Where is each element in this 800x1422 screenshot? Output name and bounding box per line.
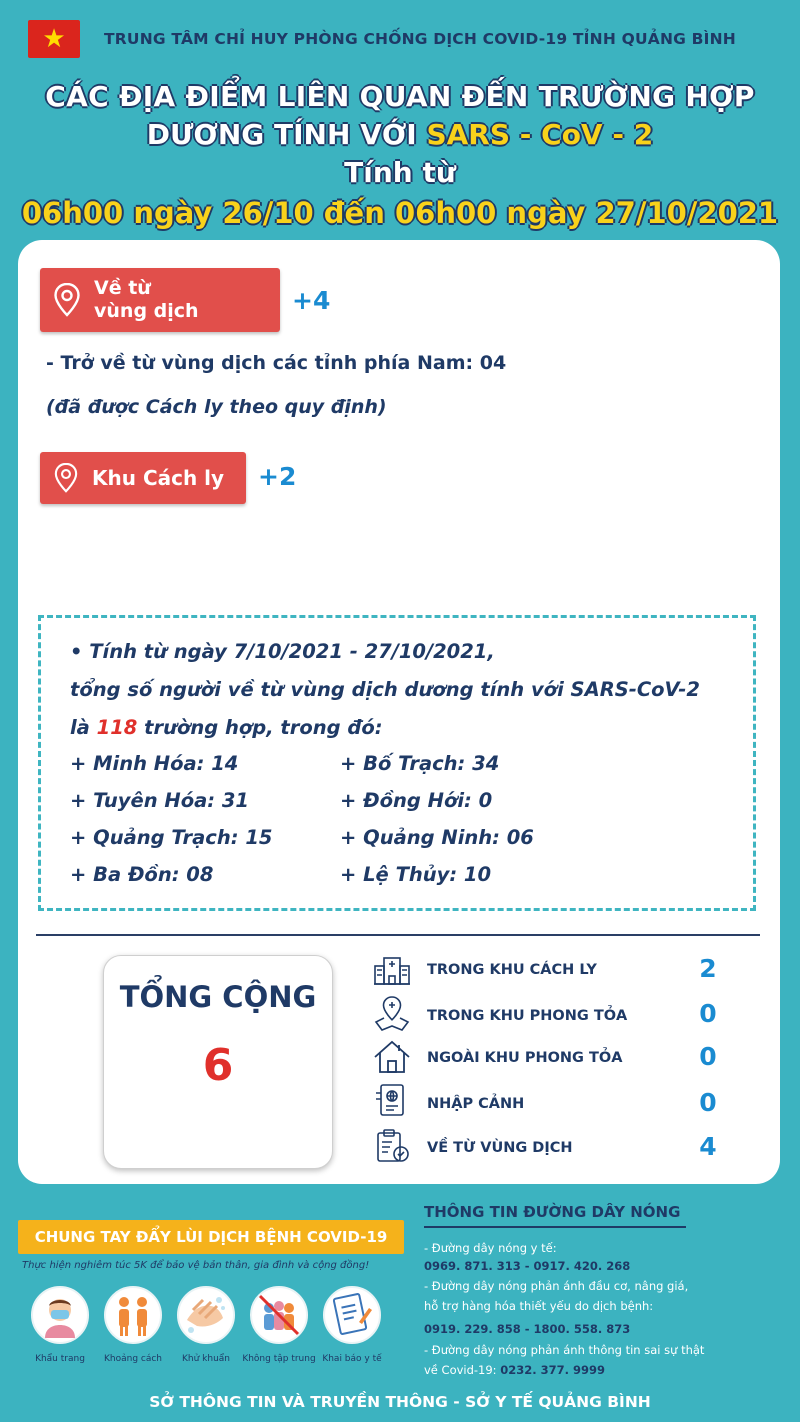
summary-line1: • Tính từ ngày 7/10/2021 - 27/10/2021, [70,640,495,663]
detail-line: - Trở về từ vùng dịch các tỉnh phía Nam: 04 [46,352,507,374]
page-title-line1: CÁC ĐỊA ĐIỂM LIÊN QUAN ĐẾN TRƯỜNG HỢP [45,80,755,113]
tag-label-line2: vùng dịch [94,300,199,322]
summary-total: 118 [96,716,138,739]
measure-label: Khai báo y tế [322,1354,382,1364]
district-item: + Đồng Hới: 0 [340,789,493,812]
total-value: 6 [202,1040,234,1091]
no-crowd-icon [250,1286,308,1344]
mask-icon [31,1286,89,1344]
stat-value: 0 [699,1088,717,1117]
district-item: + Quảng Trạch: 15 [70,826,273,849]
hotline-text: về Covid-19: [424,1363,501,1377]
slogan-subtitle: Thực hiện nghiêm túc 5K để bảo vệ bản thân, gia đình và cộng đồng! [22,1260,370,1271]
stat-label: VỀ TỪ VÙNG DỊCH [427,1140,573,1156]
detail-note: (đã được Cách ly theo quy định) [46,396,387,418]
tag-quarantine [40,452,246,504]
clipboard-icon [372,1126,412,1166]
summary-line2: tổng số người về từ vùng dịch dương tính với SARS-CoV-2 [70,678,700,701]
hotline-divider [424,1226,686,1228]
distance-icon [104,1286,162,1344]
stat-value: 0 [699,1042,717,1071]
hotline-title: THÔNG TIN ĐƯỜNG DÂY NÓNG [424,1203,681,1221]
stat-label: TRONG KHU CÁCH LY [427,962,597,978]
passport-icon [372,1081,412,1121]
hotline-text: hỗ trợ hàng hóa thiết yếu do dịch bệnh: [424,1299,654,1313]
house-icon [372,1037,412,1077]
handwash-icon [177,1286,235,1344]
hotline-text: - Đường dây nóng phản ánh thông tin sai sự thật [424,1343,705,1357]
summary-text: trường hợp, trong đó: [137,716,383,739]
tag-label-line1: Về từ [94,277,151,299]
hotline-numbers: 0919. 229. 858 - 1800. 558. 873 [424,1322,631,1336]
measure-label: Khẩu trang [35,1354,85,1364]
stat-value: 0 [699,999,717,1028]
measure-label: Khoảng cách [103,1354,163,1364]
district-item: + Bố Trạch: 34 [340,752,500,775]
organization-name: TRUNG TÂM CHỈ HUY PHÒNG CHỐNG DỊCH COVID-19 TỈNH QUẢNG BÌNH [104,30,736,48]
hotline-numbers: 0969. 871. 313 - 0917. 420. 268 [424,1259,631,1273]
tag-label: Khu Cách ly [92,466,225,490]
title-text: DƯƠNG TÍNH VỚI [146,118,427,151]
hotline-text: - Đường dây nóng phản ánh đầu cơ, nâng giá, [424,1279,689,1293]
location-pin-icon [54,463,78,493]
from-zone-delta: +4 [292,286,331,315]
tag-from-zone [40,268,280,332]
location-pin-icon [54,283,80,317]
stat-value: 2 [699,954,717,983]
virus-name: SARS - CoV - 2 [426,118,654,151]
total-label: TỔNG CỘNG [119,980,317,1014]
district-item: + Tuyên Hóa: 31 [70,789,250,812]
page-title-line2 [0,118,800,151]
date-range: 06h00 ngày 26/10 đến 06h00 ngày 27/10/2021 [21,196,779,230]
stat-label: TRONG KHU PHONG TỎA [427,1008,628,1024]
hotline-text: - Đường dây nóng y tế: [424,1241,557,1255]
measure-label: Khử khuẩn [181,1354,230,1364]
footer-credit: SỞ THÔNG TIN VÀ TRUYỀN THÔNG - SỞ Y TẾ QUẢNG BÌNH [149,1393,651,1411]
hotline-text [424,1363,605,1377]
stat-value: 4 [699,1132,717,1161]
summary-line3 [70,716,383,739]
health-declaration-icon [323,1286,381,1344]
quarantine-delta: +2 [258,462,297,491]
map-location-icon [372,994,412,1034]
measure-label: Không tập trung [242,1354,316,1364]
district-item: + Lệ Thủy: 10 [340,863,492,886]
district-item: + Minh Hóa: 14 [70,752,239,775]
slogan-banner: CHUNG TAY ĐẨY LÙI DỊCH BỆNH COVID-19 [18,1220,404,1254]
district-item: + Quảng Ninh: 06 [340,826,534,849]
vietnam-flag-icon: ★ [28,20,80,58]
divider [36,934,760,936]
hotline-number: 0232. 377. 9999 [500,1363,605,1377]
stat-label: NHẬP CẢNH [427,1096,525,1112]
stat-label: NGOÀI KHU PHONG TỎA [427,1050,623,1066]
summary-text: là [70,716,97,739]
hospital-icon [372,950,412,990]
district-item: + Ba Đồn: 08 [70,863,214,886]
page-title-line3: Tính từ [344,156,456,189]
